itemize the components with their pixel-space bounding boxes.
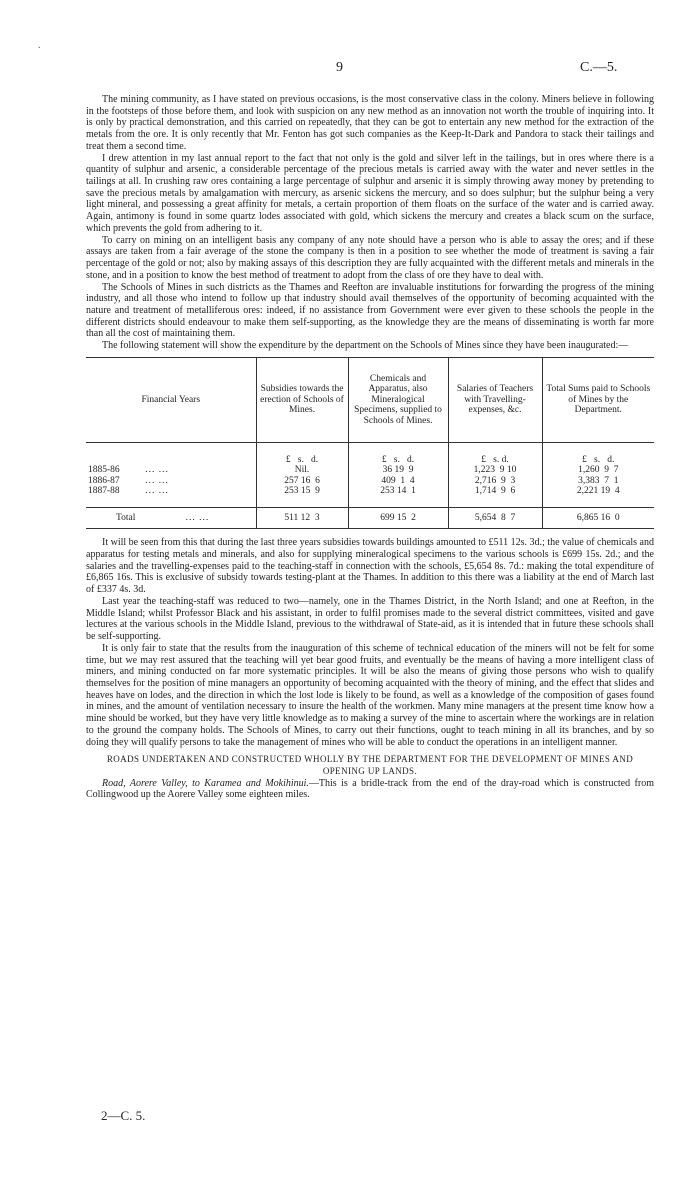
- paragraph: It is only fair to state that the results from the inauguration of this scheme of technical education of the miners will not be felt for some time, but we may rest assured that the teaching will yet bear good fruits, and eventually be the means of having a more intelligent class of miners, and mining conducted on far more systematic principles. It will be also the means of giving those persons who wish to qualify themselves for the position of mine managers an opportunity of becoming acquainted with the theory of mining, and the effect that slides and heaves have on lodes, and the direction in which the lost lode is likely to be found, as well as a knowledge of the composition of gases found in mines, and the amount of ventilation necessary to insure the health of the workmen. Many mine managers at the present time know how a mine should be worked, but they have very little knowledge as to making a survey of the mine to ascertain where the workings are in relation to the ground the company holds. The Schools of Mines, to carry out their functions, ought to teach mining in all its branches, and by so doing they will qualify persons to take the management of mines who will be able to conduct the operations in an intelligent manner.: [86, 642, 654, 748]
- subsidies-cell: 253 15 9: [256, 486, 348, 507]
- document-reference: C.—5.: [580, 60, 618, 75]
- expenditure-table: [86, 357, 654, 530]
- subsidies-cell: 257 16 6: [256, 476, 348, 487]
- dot-leader: ... ...: [145, 465, 169, 476]
- paragraph: The Schools of Mines in such districts as the Thames and Reefton are invaluable institutions for forwarding the progress of the mining industry, and all those who intend to follow up that industry should avail themselves of the opportunity of becoming acquainted with the nature and treatment of metalliferous ores: indeed, if no assistance from Government were ever given to these schools the people in the different districts should endeavour to make them self-supporting, as the knowledge they are the means of disseminating is worth far more than all the cost of maintaining them.: [86, 281, 654, 340]
- total-cell: 3,383 7 1: [542, 476, 654, 487]
- signature-mark: 2—C. 5.: [101, 1108, 146, 1123]
- page-number: 9: [336, 60, 343, 75]
- page-body: [86, 94, 654, 801]
- chemicals-total: 699 15 2: [348, 507, 448, 529]
- road-text: —This is a bridle-track from the end of the dray-road which is constructed from Collingwood up the Aorere Valley some eighteen miles.: [86, 777, 654, 801]
- chemicals-cell: 409 1 4: [348, 476, 448, 487]
- paragraph: The mining community, as I have stated on previous occasions, is the most conservative class in the colony. Miners believe in following in the footsteps of those before them, and look with suspicion on any new method as an innovation not worth the trouble of inquiring into. It is only by practical demonstration, and this carried on repeatedly, that they can be got to entertain any new method for the extraction of the metals from the ore. It is only recently that Mr. Fenton has got such companies as the Keep-It-Dark and Pandora to stack their tailings and treat them a second time.: [86, 94, 654, 152]
- units-row: £ s. d. £ s. d. £ s. d. £ s. d.: [86, 442, 654, 465]
- header-chemicals: Chemicals and Apparatus, also Mineralogical Specimens, supplied to Schools of Mines.: [348, 357, 448, 442]
- subsidies-cell: Nil.: [256, 465, 348, 476]
- total-row: [86, 507, 654, 529]
- grand-total: 6,865 16 0: [542, 507, 654, 529]
- paragraph: The following statement will show the expenditure by the department on the Schools of Mines since they have been inaugurated:—: [102, 340, 629, 352]
- road-paragraph: [86, 778, 654, 801]
- dot-leader: ... ...: [145, 486, 169, 497]
- salaries-cell: 2,716 9 3: [448, 476, 542, 487]
- year-cell: 1886-87: [88, 475, 120, 486]
- salaries-cell: 1,223 9 10: [448, 465, 542, 476]
- table-row: [86, 476, 654, 487]
- total-cell: 1,260 9 7: [542, 465, 654, 476]
- salaries-total: 5,654 8 7: [448, 507, 542, 529]
- subsidies-total: 511 12 3: [256, 507, 348, 529]
- paragraph: I drew attention in my last annual report to the fact that not only is the gold and silver left in the tailings, but in ores where there is a quantity of sulphur and arsenic, a considerable percentage of the precious metals is carried away with the water and never settles in the tailings at all. In crushing raw ores containing a large percentage of sulphur and arsenic it is simply throwing away money by pretending to save the precious metals by amalgamation with mercury, as arsenic sickens the mercury, and so does sulphur; but the sulphur being a very light mineral, and possessing a great affinity for metals, a certain proportion of them floats on the surface of the water and is carried away. Again, antimony is found in some quartz lodes associated with gold, which sickens the mercury and creates a black scum on the surface, which prevents the gold from adhering to it.: [86, 152, 654, 234]
- year-cell: 1885-86: [88, 465, 120, 476]
- chemicals-cell: 253 14 1: [348, 486, 448, 507]
- year-cell: 1887-88: [88, 486, 120, 497]
- table-row: [86, 486, 654, 507]
- dot-leader: ... ...: [145, 475, 169, 486]
- section-heading: ROADS UNDERTAKEN AND CONSTRUCTED WHOLLY BY THE DEPARTMENT FOR THE DEVELOPMENT OF MINES AND OPENING UP LANDS.: [106, 754, 634, 776]
- paragraph: It will be seen from this that during the last three years subsidies towards buildings amounted to £511 12s. 3d.; the value of chemicals and apparatus for testing metals and minerals, and also for supplying mineralogical specimens to the various schools is £699 15s. 2d.; and the salaries and the travelling-expenses paid to the teaching-staff in connection with the schools, £5,654 8s. 7d.: making the total expenditure of £6,865 16s. This is exclusive of subsidy towards testing-plant at the Thames. In addition to this there was a liability at the end of March last of £337 4s. 3d.: [86, 537, 654, 596]
- salaries-cell: 1,714 9 6: [448, 486, 542, 507]
- header-financial-years: Financial Years: [86, 357, 256, 442]
- road-title: Road, Aorere Valley, to Karamea and Mokihinui.: [102, 777, 309, 789]
- chemicals-cell: 36 19 9: [348, 465, 448, 476]
- page-mark: .: [38, 40, 41, 51]
- paragraph: To carry on mining on an intelligent basis any company of any note should have a person who is able to assay the ores; and if these assays are taken from a fair average of the stone the company is then in a position to see whether the mode of treatment is saving a fair percentage of the gold or not; also by making assays of this description they are fully acquainted with the different metals and minerals in the stone, and in a position to know the best method of treatment to adopt from the class of ore they have to deal with.: [86, 234, 654, 281]
- total-cell: 2,221 19 4: [542, 486, 654, 507]
- paragraph: Last year the teaching-staff was reduced to two—namely, one in the Thames District, in the North Island; and one at Reefton, in the Middle Island; whilst Professor Black and his assistant, in order to fulfil promises made to the several district committees, visited and gave lectures at the various schools in the Middle Island, previous to the withdrawal of State-aid, as it is intended that in future these schools shall be self-supporting.: [86, 595, 654, 643]
- header-salaries: Salaries of Teachers with Travelling-expenses, &c.: [448, 357, 542, 442]
- total-label: Total: [116, 512, 136, 523]
- table-row: [86, 465, 654, 476]
- dot-leader: ... ...: [185, 512, 210, 523]
- header-total-sums: Total Sums paid to Schools of Mines by the Department.: [542, 357, 654, 442]
- header-subsidies: Subsidies towards the erection of Schools of Mines.: [256, 357, 348, 442]
